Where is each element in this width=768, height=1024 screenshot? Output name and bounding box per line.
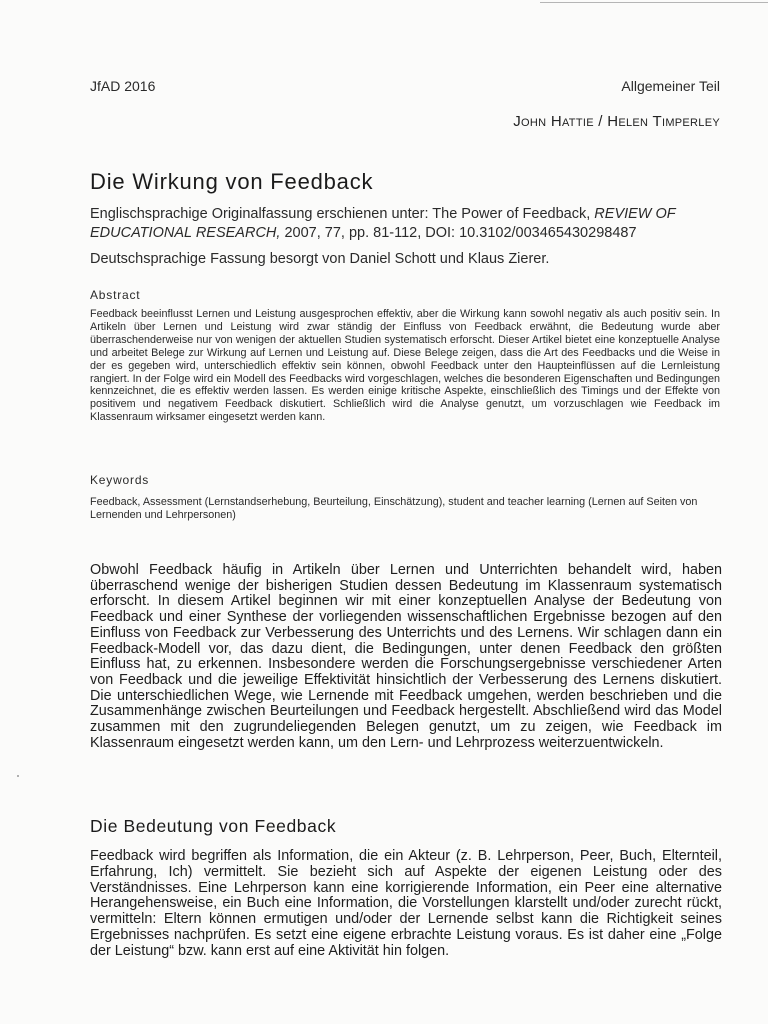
intro-paragraph: Obwohl Feedback häufig in Artikeln über Lernen und Unterrichten behandelt wird, haben überraschend wenige der bisherigen Studien dessen Bedeutung im Klassenraum systematisch erforscht. In diesem Artikel beginnen wir mit einer konzeptuellen Analyse der Bedeutung von Feedback und einer Synthese der vorliegenden wissenschaftlichen Ergebnisse bezogen auf den Einfluss von Feedback zur Verbesserung des Unterrichts und des Lernens. Wir schlagen dann ein Feedback-Modell vor, das dazu dient, die Bedingungen, unter denen Feedback den größten Einfluss hat, zu erkennen. Insbesondere werden die Forschungsergebnisse verschiedener Arten von Feedback und die jeweilige Effektivität hinsichtlich der Verbesserung des Lernens diskutiert. Die unterschiedlichen Wege, wie Lernende mit Feedback umgehen, werden beschrieben und die Zusammenhänge zwischen Beurteilungen und Feedback hergestellt. Abschließend wird das Model zusammen mit den zugrundeliegenden Belegen genutzt, um zu zeigen, wie Feedback im Klassenraum eingesetzt werden kann, um den Lern- und Lehrprozess weiterzuentwickeln.	[90, 562, 722, 751]
keywords-heading: Keywords	[90, 473, 150, 487]
article-title: Die Wirkung von Feedback	[90, 169, 374, 194]
original-publication-details: 2007, 77, pp. 81-112, DOI: 10.3102/003465430298487	[284, 225, 637, 241]
german-version-note: Deutschsprachige Fassung besorgt von Daniel Schott und Klaus Zierer.	[90, 251, 550, 267]
running-header-journal: JfAD 2016	[90, 78, 156, 94]
scan-edge-line	[540, 2, 768, 3]
keywords-text: Feedback, Assessment (Lernstandserhebung, Beurteilung, Einschätzung), student and teacher learning (Lernen auf Seiten von Lernenden und Lehrpersonen)	[90, 496, 698, 521]
original-publication-prefix: Englischsprachige Originalfassung erschienen unter: The Power of Feedback,	[90, 206, 591, 222]
abstract-heading: Abstract	[90, 288, 141, 302]
scan-speck	[17, 775, 19, 777]
running-header-section: Allgemeiner Teil	[621, 78, 720, 94]
original-publication-note	[90, 205, 730, 243]
section-heading: Die Bedeutung von Feedback	[90, 816, 337, 836]
original-journal-name: REVIEW OF EDUCATIONAL RESEARCH,	[90, 206, 676, 241]
section-paragraph: Feedback wird begriffen als Information, die ein Akteur (z. B. Lehrperson, Peer, Buch, Elternteil, Erfahrung, Ich) vermittelt. Sie bezieht sich auf Aspekte der eigenen Leistung oder des Verständnisses. Eine Lehrperson kann eine korrigierende Information, ein Peer eine alternative Herangehensweise, ein Buch eine Information, die Vorstellungen klarstellt und/oder zurecht rückt, vermitteln: Eltern können ermutigen und/oder der Lernende selbst kann die Richtigkeit seines Ergebnisses nachprüfen. Es setzt eine eigene erbrachte Leistung voraus. Es ist daher eine „Folge der Leistung“ bzw. kann erst auf eine Aktivität hin folgen.	[90, 848, 722, 959]
abstract-text: Feedback beeinflusst Lernen und Leistung ausgesprochen effektiv, aber die Wirkung kann sowohl negativ als auch positiv sein. In Artikeln über Lernen und Leistung wird zwar ständig der Einfluss von Feedback erwähnt, die Bedeutung wurde aber überraschenderweise nur von wenigen der aktuellen Studien systematisch erforscht. Dieser Artikel bietet eine konzeptuelle Analyse und arbeitet Belege zur Wirkung auf Lernen und Leistung auf. Diese Belege zeigen, dass die Art des Feedbacks und die Weise in der es gegeben wird, unterschiedlich effektiv sein können, obwohl Feedback unter den Haupteinflüssen auf die Lernleistung rangiert. In der Folge wird ein Modell des Feedbacks wird vorgeschlagen, welches die besonderen Eigenschaften und Bedingungen kennzeichnet, die es effektiv werden lassen. Es werden einige kritische Aspekte, einschließlich des Timings und der Effekte von positivem und negativem Feedback diskutiert. Schließlich wird die Analyse genutzt, um vorzuschlagen wie Feedback im Klassenraum wirksamer eingesetzt werden kann.	[90, 308, 720, 424]
author-line: John Hattie / Helen Timperley	[513, 113, 720, 130]
